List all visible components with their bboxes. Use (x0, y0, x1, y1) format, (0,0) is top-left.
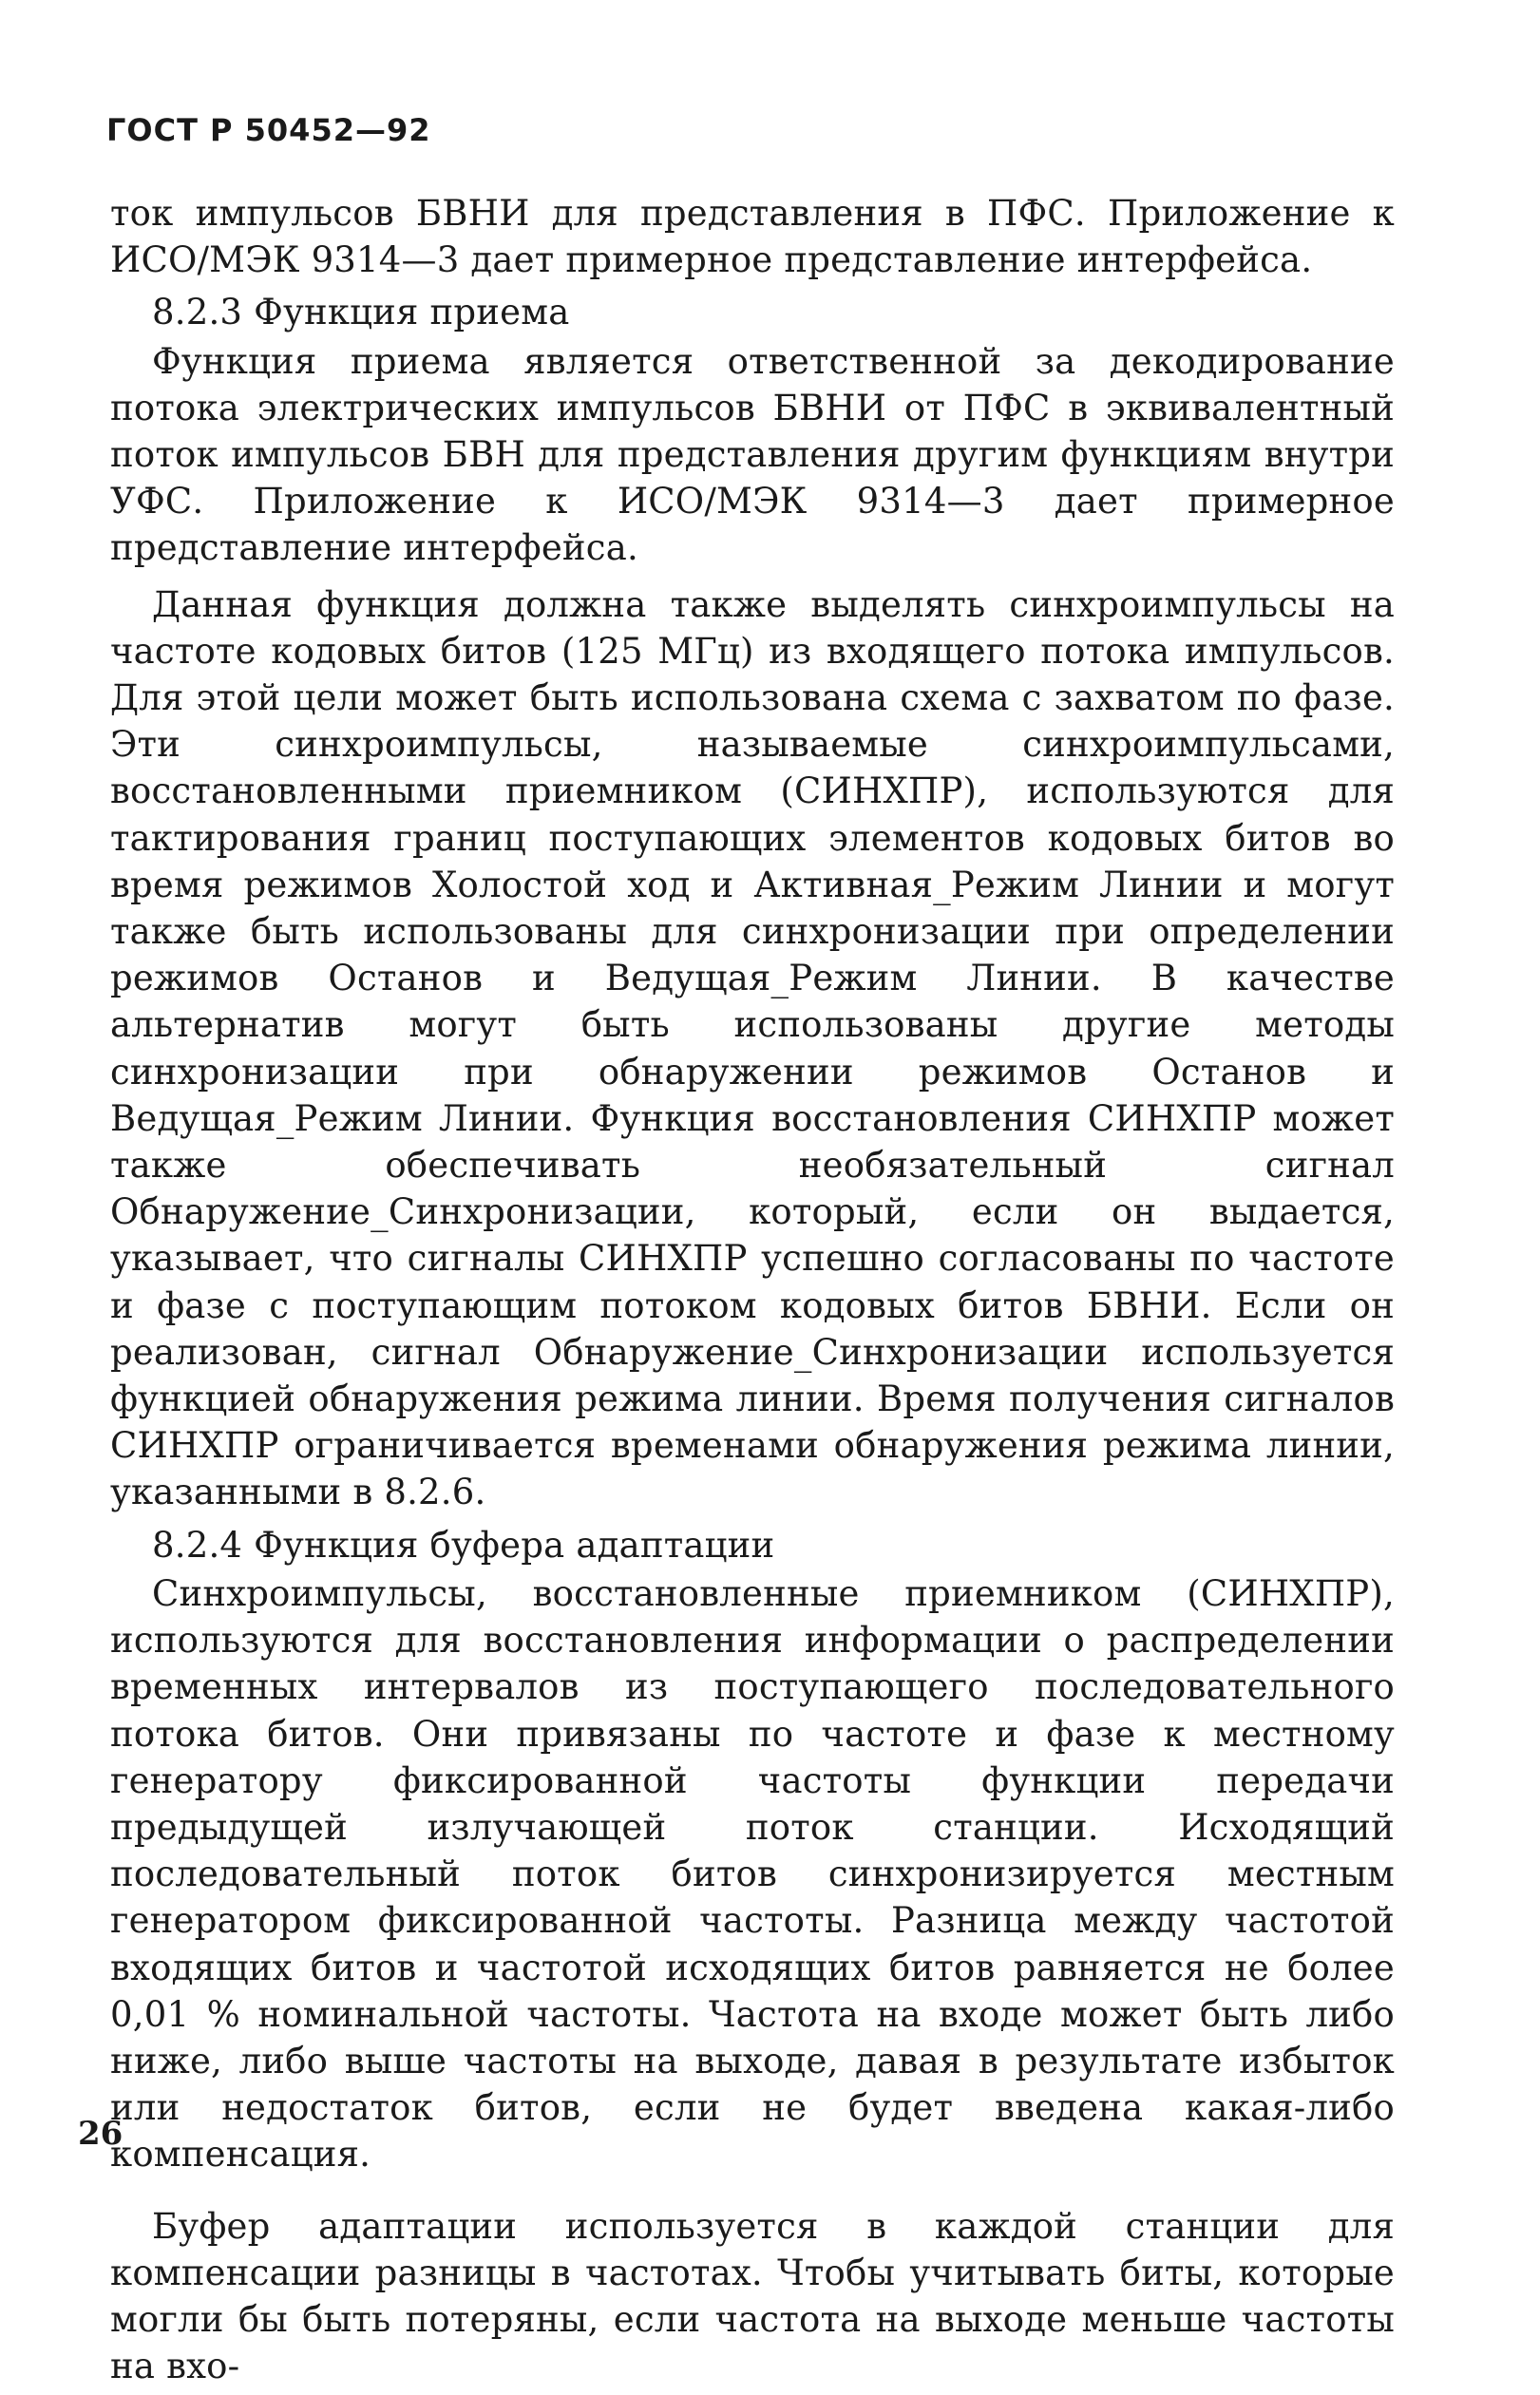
paragraph-receive-function: Функция приема является ответственной за декодирование потока электрических импульсов БВНИ от ПФС в эквивалентный поток импульсов БВН для представления другим функциям внутри УФС. Приложение к ИСО/МЭК 9314—3 дает примерное представление интерфейса. (110, 340, 1395, 569)
paragraph-adaptation-buffer: Синхроимпульсы, восстановленные приемником (СИНХПР), используются для восстановления информации о распределении временных интервалов из поступающего последовательного потока битов. Они привязаны по частоте и фазе к местному генератору фиксированной частоты функции передачи предыдущей излучающей поток станции. Исходящий последовательный поток битов синхронизируется местным генератором фиксированной частоты. Разница между частотой входящих битов и частотой исходящих битов равняется не более 0,01 % номинальной частоты. Частота на входе может быть либо ниже, либо выше частоты на выходе, давая в результате избыток или недостаток битов, если не будет введена какая-либо компенсация. (110, 1572, 1395, 2176)
section-heading-8-2-3: 8.2.3 Функция приема (152, 292, 570, 333)
page-number: 26 (78, 2115, 124, 2153)
paragraph-continuation: ток импульсов БВНИ для представления в ПФС. Приложение к ИСО/МЭК 9314—3 дает примерное представление интерфейса. (110, 193, 1395, 281)
section-heading-8-2-4: 8.2.4 Функция буфера адаптации (152, 1524, 775, 1566)
paragraph-sync-pulses: Данная функция должна также выделять синхроимпульсы на частоте кодовых битов (125 МГц) из входящего потока импульсов. Для этой цели может быть использована схема с захватом по фазе. Эти синхроимпульсы, называемые синхроимпульсами, восстановленными приемником (СИНХПР), используются для тактирования границ поступающих элементов кодовых битов во время режимов Холостой ход и Активная_Режим Линии и могут также быть использованы для синхронизации при определении режимов Останов и Ведущая_Режим Линии. В качестве альтернатив могут быть использованы другие методы синхронизации при обнаружении режимов Останов и Ведущая_Режим Линии. Функция восстановления СИНХПР может также обеспечивать необязательный сигнал Обнаружение_Синхронизации, который, если он выдается, указывает, что сигналы СИНХПР успешно согласованы по частоте и фазе с поступающим потоком кодовых битов БВНИ. Если он реализован, сигнал Обнаружение_Синхронизации используется функцией обнаружения режима линии. Время получения сигналов СИНХПР ограничивается временами обнаружения режима линии, указанными в 8.2.6. (110, 583, 1395, 1513)
page-header-standard-code: ГОСТ Р 50452—92 (106, 112, 431, 148)
page-body (110, 190, 1395, 2395)
paragraph-buffer-compensation: Буфер адаптации используется в каждой станции для компенсации разницы в частотах. Чтобы учитывать биты, которые могли бы быть потеряны, если частота на выходе меньше частоты на вхо- (110, 2205, 1395, 2387)
